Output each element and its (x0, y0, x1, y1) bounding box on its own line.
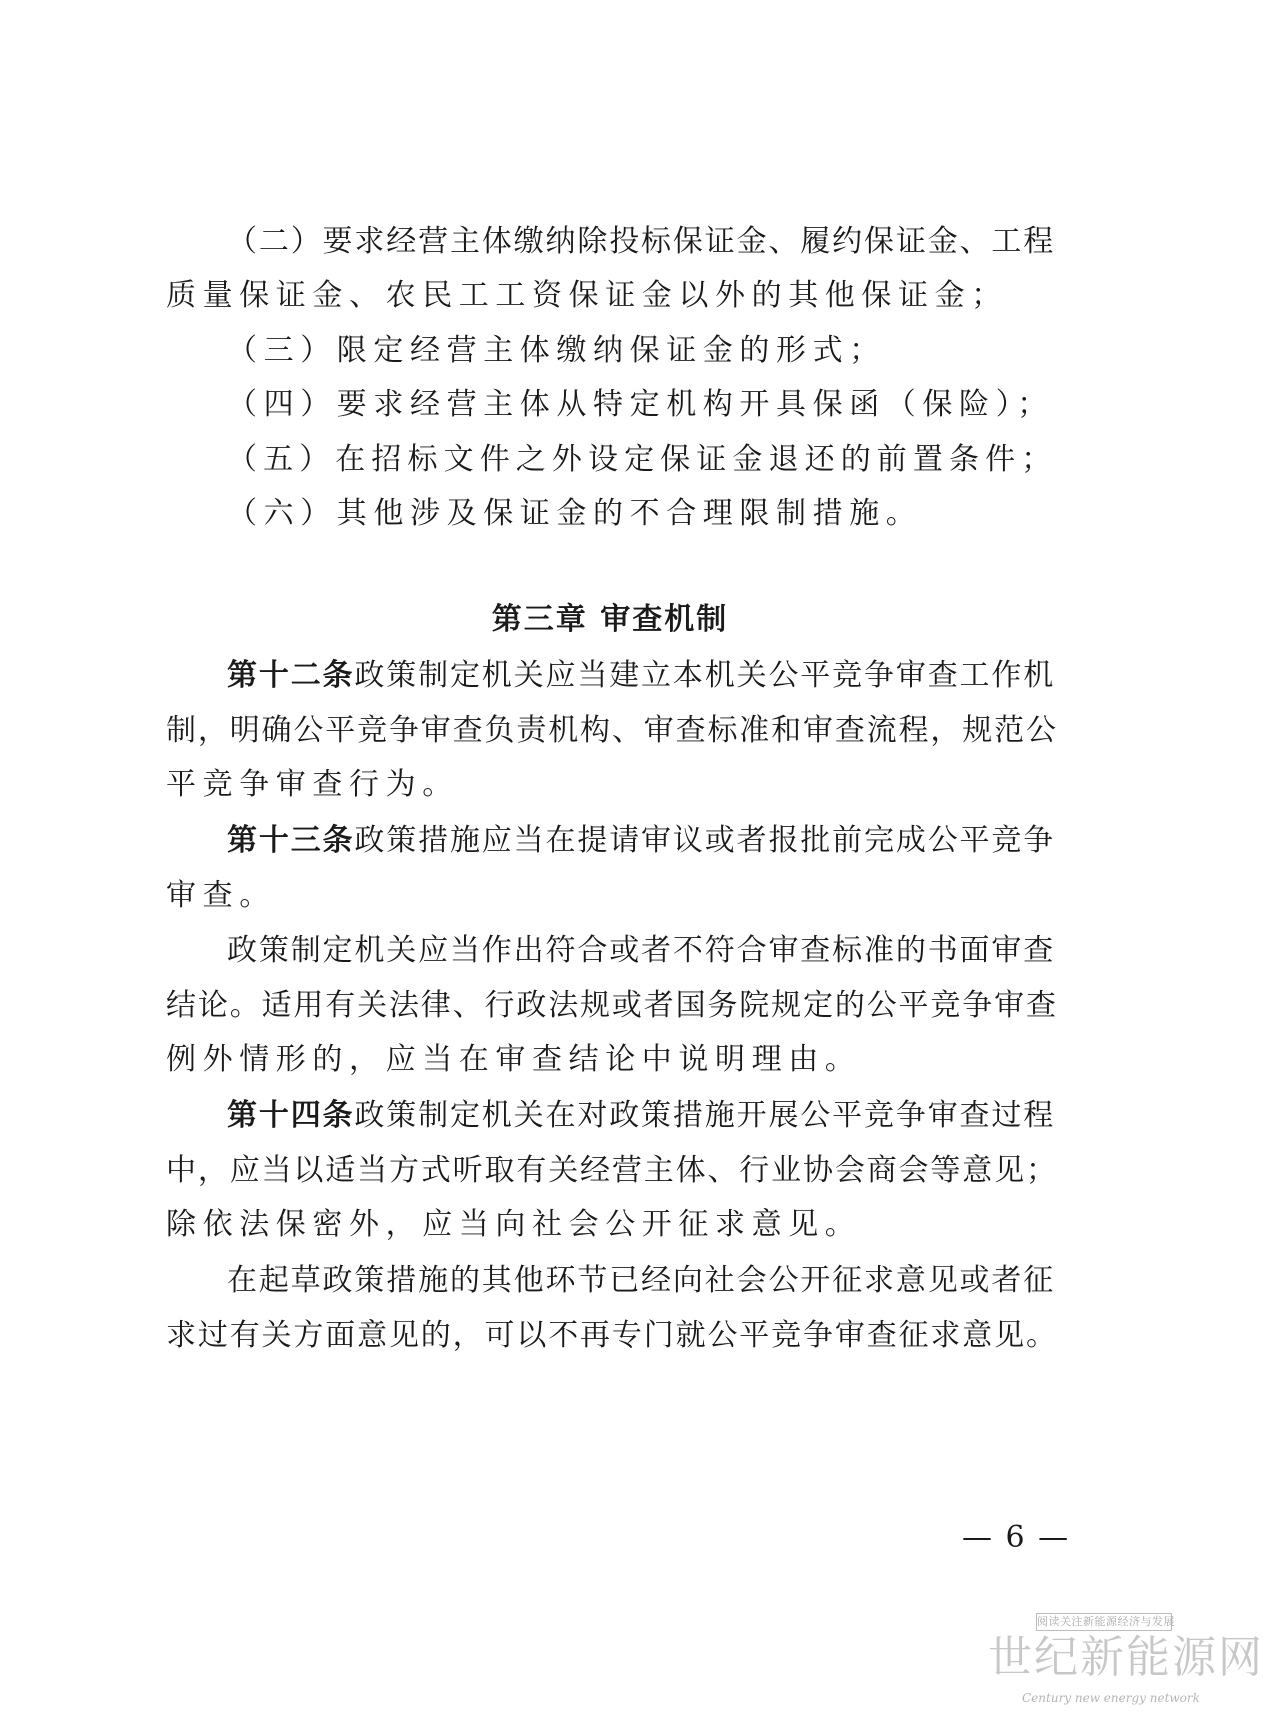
article-14-label: 第十四条 (227, 1098, 355, 1133)
article-14-text: 政策制定机关在对政策措施开展公平竞争审查过程 (354, 1098, 1056, 1133)
watermark-tagline: 阅读关注新能源经济与发展 (1036, 1613, 1172, 1631)
article-12-first-line (227, 656, 1055, 696)
article-12-label: 第十二条 (227, 658, 355, 693)
article-14-line-3: 除依法保密外，应当向社会公开征求意见。 (166, 1207, 862, 1242)
article-14-para-2-line-1: 在起草政策措施的其他环节已经向社会公开征求意见或者征 (227, 1263, 1056, 1298)
article-13-first-line (227, 821, 1055, 861)
article-13-label: 第十三条 (227, 823, 355, 858)
article-14-line-2: 中，应当以适当方式听取有关经营主体、行业协会商会等意见； (166, 1153, 1058, 1188)
article-13-para-2-line-2: 结论。适用有关法律、行政法规或者国务院规定的公平竞争审查 (166, 988, 1058, 1023)
article-13-para-2-line-3: 例外情形的，应当在审查结论中说明理由。 (166, 1042, 862, 1077)
article-13-para-2-line-1: 政策制定机关应当作出符合或者不符合审查标准的书面审查 (227, 933, 1056, 968)
chapter-title: 第三章 审查机制 (491, 602, 729, 637)
list-item-5: （五）在招标文件之外设定保证金退还的前置条件； (227, 442, 1058, 477)
watermark-logo-text: 世纪新能源网 (988, 1632, 1264, 1683)
article-12-line-2: 制，明确公平竞争审查负责机构、审查标准和审查流程，规范公 (166, 713, 1058, 748)
page-number: — 6 — (962, 1520, 1071, 1555)
list-item-6: （六）其他涉及保证金的不合理限制措施。 (227, 496, 923, 531)
article-12-text: 政策制定机关应当建立本机关公平竞争审查工作机 (354, 658, 1056, 693)
article-13-line-2: 审查。 (166, 878, 276, 913)
list-item-2-line-1: （二）要求经营主体缴纳除投标保证金、履约保证金、工程 (227, 224, 1056, 259)
article-14-first-line (227, 1096, 1055, 1136)
list-item-3: （三）限定经营主体缴纳保证金的形式； (227, 333, 886, 368)
list-item-4: （四）要求经营主体从特定机构开具保函（保险）； (227, 387, 1054, 422)
article-13-text: 政策措施应当在提请审议或者报批前完成公平竞争 (354, 823, 1056, 858)
article-14-para-2-line-2: 求过有关方面意见的，可以不再专门就公平竞争审查征求意见。 (166, 1318, 1058, 1353)
watermark-english: Century new energy network (1022, 1691, 1200, 1705)
list-item-2-line-2: 质量保证金、农民工工资保证金以外的其他保证金； (166, 278, 1008, 313)
article-12-line-3: 平竞争审查行为。 (166, 767, 459, 802)
